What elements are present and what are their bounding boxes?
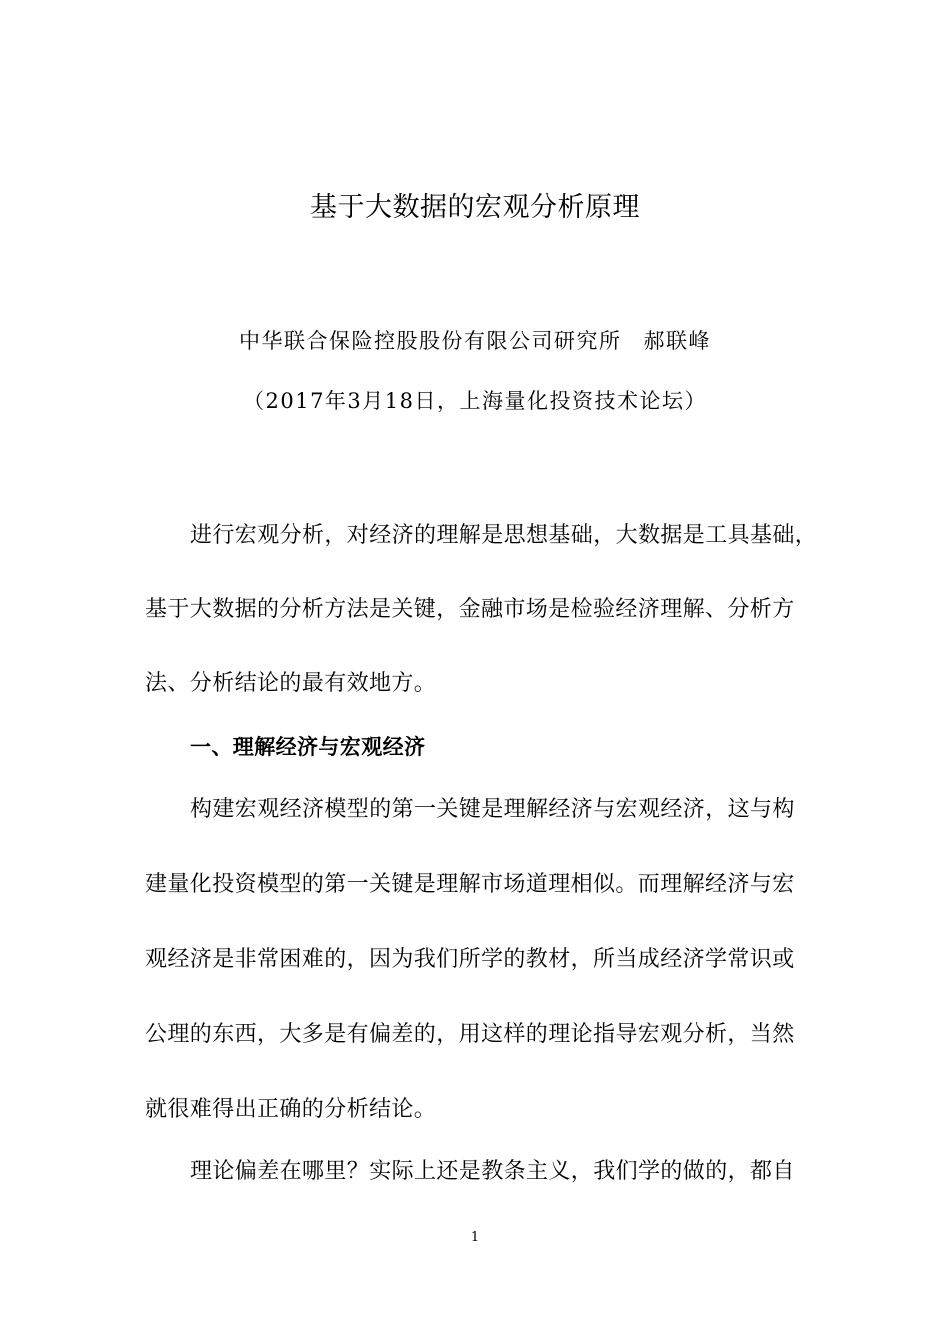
paragraph-line: 进行宏观分析，对经济的理解是思想基础，大数据是工具基础，: [190, 523, 818, 548]
paragraph-line: 公理的东西，大多是有偏差的，用这样的理论指导宏观分析，当然: [145, 1022, 795, 1047]
paragraph-line: 基于大数据的分析方法是关键，金融市场是检验经济理解、分析方: [145, 597, 795, 622]
paragraph-line: 就很难得出正确的分析结论。: [145, 1097, 437, 1122]
paragraph-line: 理论偏差在哪里？实际上还是教条主义，我们学的做的，都自: [190, 1159, 795, 1184]
section-heading: 一、理解经济与宏观经济: [190, 735, 426, 759]
author-name: 郝联峰: [643, 329, 711, 353]
paragraph-line: 构建宏观经济模型的第一关键是理解经济与宏观经济，这与构: [190, 797, 795, 822]
page-number: 1: [470, 1230, 480, 1245]
document-title: 基于大数据的宏观分析原理: [310, 192, 640, 223]
event-line: （2017年3月18日，上海量化投资技术论坛）: [242, 389, 708, 413]
author-organization: 中华联合保险控股股份有限公司研究所: [239, 329, 622, 353]
paragraph-line: 法、分析结论的最有效地方。: [145, 671, 437, 696]
paragraph-line: 建量化投资模型的第一关键是理解市场道理相似。而理解经济与宏: [145, 872, 795, 897]
author-line: [0, 325, 950, 357]
paragraph-line: 观经济是非常困难的，因为我们所学的教材，所当成经济学常识或: [145, 947, 795, 972]
